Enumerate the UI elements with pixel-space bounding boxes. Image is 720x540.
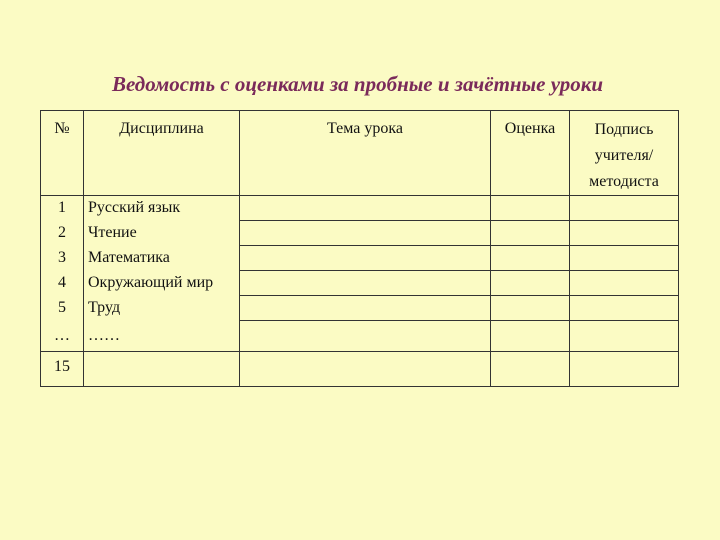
row-discipline: Труд (84, 296, 240, 321)
header-grade: Оценка (491, 111, 570, 196)
header-discipline: Дисциплина (84, 111, 240, 196)
table-row (41, 271, 679, 296)
topic-cell[interactable] (240, 352, 491, 387)
row-discipline: …… (84, 321, 240, 352)
header-topic: Тема урока (240, 111, 491, 196)
row-discipline: Окружающий мир (84, 271, 240, 296)
table-row (41, 352, 679, 387)
header-signature-line2: учителя/ (594, 147, 654, 164)
row-discipline: Чтение (84, 221, 240, 246)
table-row (41, 296, 679, 321)
row-discipline: Русский язык (84, 196, 240, 221)
header-signature-line3: методиста (589, 173, 659, 190)
signature-cell[interactable] (570, 196, 679, 221)
header-signature-line1: Подпись (594, 121, 654, 138)
signature-cell[interactable] (570, 296, 679, 321)
grade-cell[interactable] (491, 246, 570, 271)
grade-cell[interactable] (491, 296, 570, 321)
topic-cell[interactable] (240, 221, 491, 246)
signature-cell[interactable] (570, 246, 679, 271)
row-discipline: Математика (84, 246, 240, 271)
grade-cell[interactable] (491, 196, 570, 221)
topic-cell[interactable] (240, 271, 491, 296)
topic-cell[interactable] (240, 246, 491, 271)
signature-cell[interactable] (570, 221, 679, 246)
table-header-row (41, 111, 679, 196)
signature-cell[interactable] (570, 321, 679, 352)
grade-cell[interactable] (491, 271, 570, 296)
row-discipline (84, 352, 240, 387)
grades-table (40, 110, 679, 387)
table-row (41, 321, 679, 352)
header-number: № (41, 111, 84, 196)
row-number: 15 (41, 352, 84, 387)
row-number: 3 (41, 246, 84, 271)
grade-cell[interactable] (491, 352, 570, 387)
table-row (41, 221, 679, 246)
document-title: Ведомость с оценками за пробные и зачётные уроки (112, 72, 604, 96)
grade-cell[interactable] (491, 221, 570, 246)
row-number: 2 (41, 221, 84, 246)
grade-cell[interactable] (491, 321, 570, 352)
topic-cell[interactable] (240, 296, 491, 321)
table-row (41, 196, 679, 221)
row-number: 4 (41, 271, 84, 296)
row-number: 5 (41, 296, 84, 321)
header-signature (570, 111, 679, 196)
topic-cell[interactable] (240, 321, 491, 352)
table-row (41, 246, 679, 271)
row-number: … (41, 321, 84, 352)
signature-cell[interactable] (570, 271, 679, 296)
row-number: 1 (41, 196, 84, 221)
signature-cell[interactable] (570, 352, 679, 387)
topic-cell[interactable] (240, 196, 491, 221)
